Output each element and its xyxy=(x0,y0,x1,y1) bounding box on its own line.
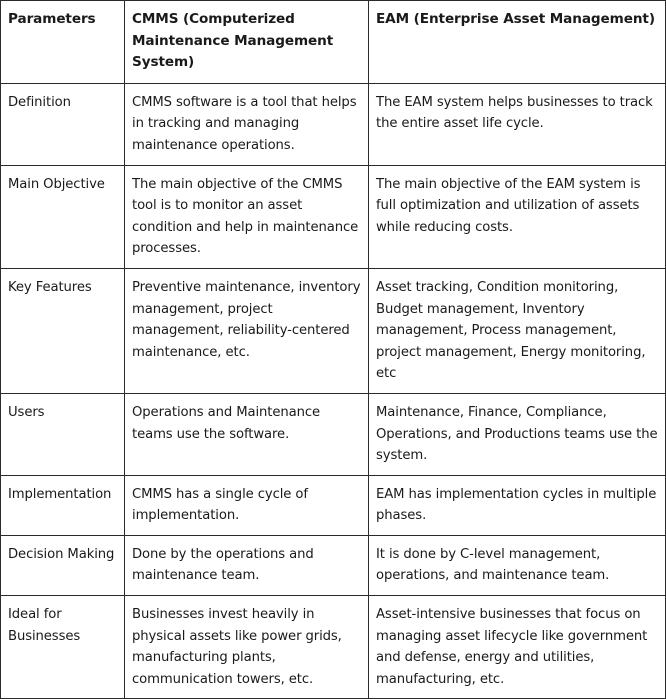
header-parameters: Parameters xyxy=(1,1,125,84)
row-parameter: Key Features xyxy=(1,268,125,393)
row-cmms-cell: CMMS has a single cycle of implementation. xyxy=(125,475,369,535)
row-eam-cell: The main objective of the EAM system is full optimization and utilization of assets while reducing costs. xyxy=(369,165,666,268)
row-parameter: Main Objective xyxy=(1,165,125,268)
header-eam: EAM (Enterprise Asset Management) xyxy=(369,1,666,84)
row-eam-cell: It is done by C-level management, operations, and maintenance team. xyxy=(369,535,666,595)
row-eam-cell: The EAM system helps businesses to track the entire asset life cycle. xyxy=(369,83,666,165)
row-parameter: Definition xyxy=(1,83,125,165)
row-eam-cell: Maintenance, Finance, Compliance, Operations, and Productions teams use the system. xyxy=(369,393,666,475)
row-parameter: Users xyxy=(1,393,125,475)
row-eam-cell: Asset-intensive businesses that focus on managing asset lifecycle like government and defense, energy and utilities, manufacturing, etc. xyxy=(369,596,666,699)
row-cmms-cell: Preventive maintenance, inventory management, project management, reliability-centered maintenance, etc. xyxy=(125,268,369,393)
table-row xyxy=(1,83,666,165)
table-header-row xyxy=(1,1,666,84)
row-parameter: Implementation xyxy=(1,475,125,535)
row-cmms-cell: CMMS software is a tool that helps in tracking and managing maintenance operations. xyxy=(125,83,369,165)
row-cmms-cell: Done by the operations and maintenance team. xyxy=(125,535,369,595)
table-row xyxy=(1,393,666,475)
row-eam-cell: EAM has implementation cycles in multiple phases. xyxy=(369,475,666,535)
table-row xyxy=(1,268,666,393)
row-eam-cell: Asset tracking, Condition monitoring, Budget management, Inventory management, Process management, project management, Energy monitoring, etc xyxy=(369,268,666,393)
row-cmms-cell: The main objective of the CMMS tool is to monitor an asset condition and help in maintenance processes. xyxy=(125,165,369,268)
table-row xyxy=(1,596,666,699)
row-cmms-cell: Operations and Maintenance teams use the software. xyxy=(125,393,369,475)
row-parameter: Decision Making xyxy=(1,535,125,595)
row-cmms-cell: Businesses invest heavily in physical assets like power grids, manufacturing plants, communication towers, etc. xyxy=(125,596,369,699)
row-parameter: Ideal for Businesses xyxy=(1,596,125,699)
table-row xyxy=(1,165,666,268)
header-cmms: CMMS (Computerized Maintenance Management System) xyxy=(125,1,369,84)
table-row xyxy=(1,535,666,595)
table-row xyxy=(1,475,666,535)
